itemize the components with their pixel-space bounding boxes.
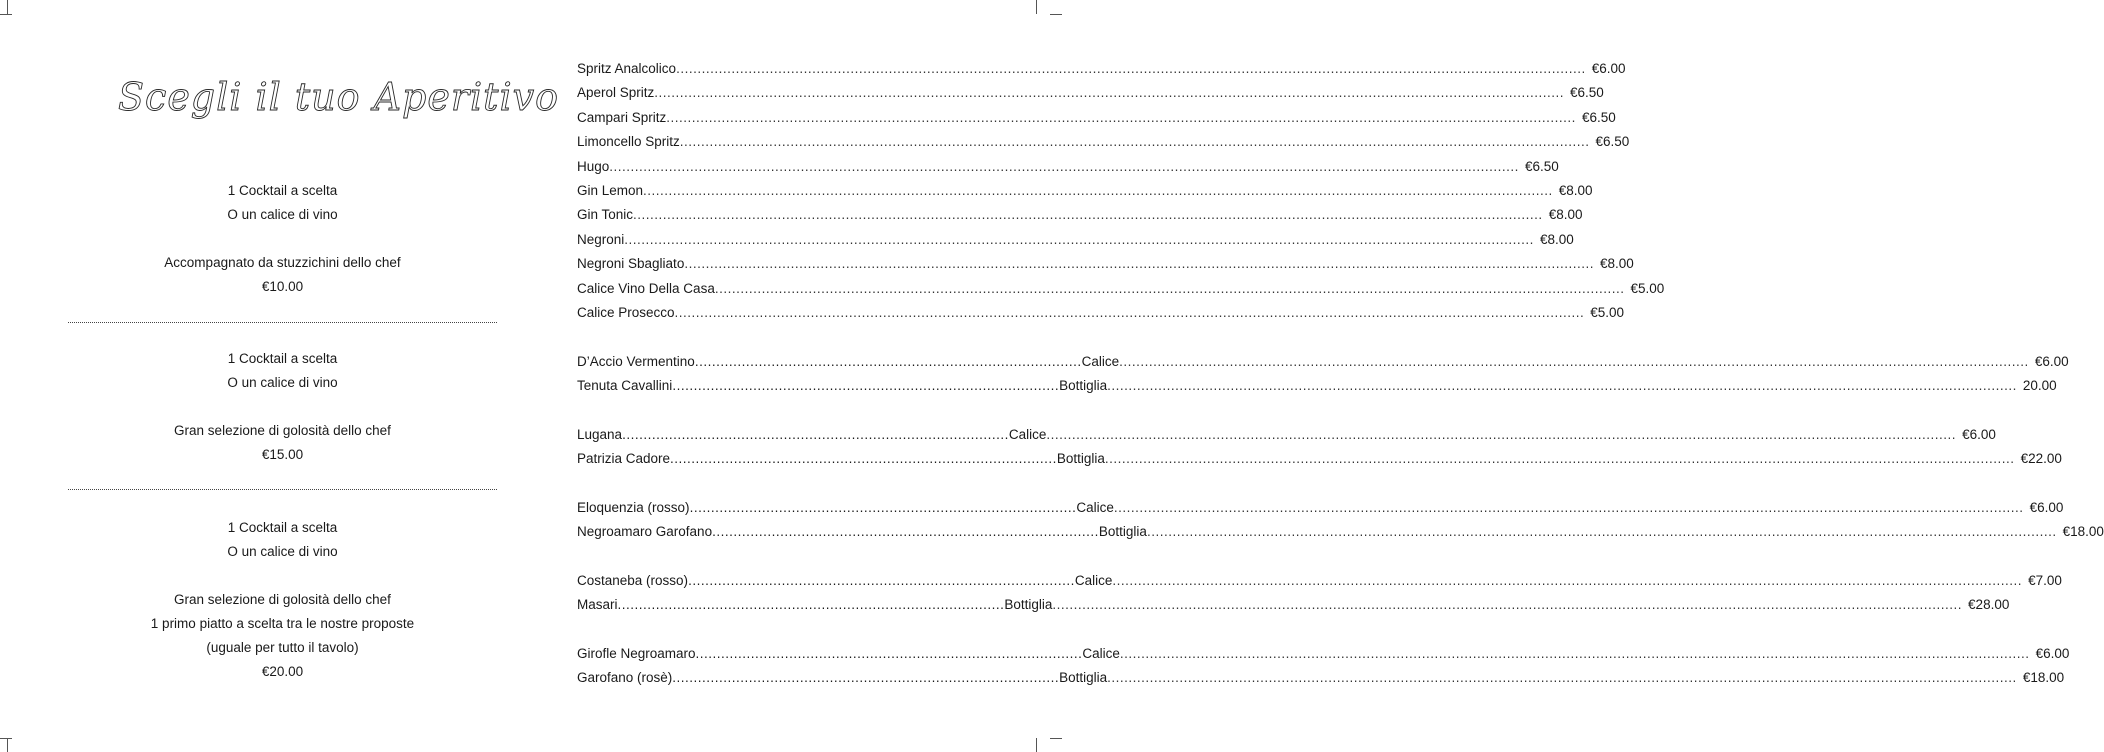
wine-name: Lugana [577, 427, 623, 442]
drink-row [577, 305, 1625, 321]
dot-leader [696, 646, 1083, 662]
crop-mark [1050, 738, 1062, 739]
offer-line: €15.00 [261, 447, 304, 462]
drink-price: €6.50 [1524, 159, 1559, 174]
drink-price: €6.50 [1595, 134, 1630, 149]
wine-name: Negroamaro Garofano [577, 524, 713, 539]
dot-leader [670, 451, 1057, 467]
offer-line: €10.00 [261, 279, 304, 294]
wine-name: Tenuta Cavallini [577, 378, 673, 393]
drink-price: €8.00 [1558, 183, 1593, 198]
crop-mark [0, 14, 12, 15]
wine-price: €6.00 [2029, 500, 2064, 515]
wine-name-cell [577, 451, 1057, 467]
dot-leader [688, 573, 1075, 589]
wine-name: Girofle Negroamaro [577, 646, 696, 661]
dot-leader [672, 670, 1059, 686]
drink-row [577, 281, 1665, 297]
wine-price: €6.00 [2034, 354, 2069, 369]
dot-leader [1107, 378, 2017, 394]
dot-leader [1119, 354, 2029, 370]
dot-leader [675, 305, 1585, 321]
wine-format: Bottiglia [1004, 597, 1053, 612]
dot-leader [1112, 573, 2022, 589]
drink-row [577, 256, 1634, 272]
offer-line: O un calice di vino [227, 375, 338, 390]
wine-format: Calice [1076, 500, 1114, 515]
drink-name: Calice Prosecco [577, 305, 675, 320]
wine-format: Bottiglia [1059, 670, 1108, 685]
drink-price: €8.00 [1539, 232, 1574, 247]
dot-leader [680, 134, 1590, 150]
drink-name: Hugo [577, 159, 610, 174]
offer-line: 1 Cocktail a scelta [227, 183, 338, 198]
crop-mark [1036, 738, 1037, 752]
dot-leader [712, 524, 1099, 540]
drink-price: €6.50 [1581, 110, 1616, 125]
wine-row [577, 451, 2062, 467]
dot-leader [622, 427, 1009, 443]
drink-name: Spritz Analcolico [577, 61, 677, 76]
wine-name-cell [577, 500, 1076, 516]
offer-line: 1 Cocktail a scelta [227, 520, 338, 535]
dot-leader [1105, 451, 2015, 467]
offer-line: O un calice di vino [227, 544, 338, 559]
dot-leader [1046, 427, 1956, 443]
dot-leader [609, 159, 1519, 175]
offer-line: Gran selezione di golosità dello chef [174, 592, 391, 607]
wine-row [577, 573, 2062, 589]
dot-leader [695, 354, 1082, 370]
offer-line: Accompagnato da stuzzichini dello chef [164, 255, 401, 270]
wine-name-cell [577, 597, 1004, 613]
wine-row [577, 597, 2010, 613]
offer-line: (uguale per tutto il tavolo) [206, 640, 359, 655]
wine-price: 20.00 [2022, 378, 2057, 393]
drink-row [577, 232, 1574, 248]
wine-name-cell [577, 378, 1059, 394]
offer-line: €20.00 [261, 664, 304, 679]
wine-name-cell [577, 573, 1075, 589]
wine-format: Calice [1074, 573, 1113, 588]
wine-name-cell [577, 646, 1082, 662]
wine-format: Calice [1008, 427, 1047, 442]
drink-price: €5.00 [1630, 281, 1665, 296]
dot-leader [672, 378, 1059, 394]
wine-name: Garofano (rosè) [577, 670, 673, 685]
wine-price: €22.00 [2020, 451, 2062, 466]
wine-format: Bottiglia [1059, 378, 1108, 393]
dot-leader [654, 85, 1564, 101]
dot-leader [690, 500, 1077, 516]
dot-leader [1114, 500, 2024, 516]
crop-mark [1036, 0, 1037, 14]
drink-name: Gin Lemon [577, 183, 644, 198]
dot-leader [633, 207, 1543, 223]
dot-leader [618, 597, 1005, 613]
drink-name: Aperol Spritz [577, 85, 655, 100]
drink-row [577, 159, 1559, 175]
wine-name-cell [577, 354, 1082, 370]
wine-format: Calice [1082, 646, 1120, 661]
dot-leader [1107, 670, 2017, 686]
drink-name: Campari Spritz [577, 110, 667, 125]
wine-price: €6.00 [2035, 646, 2070, 661]
wine-row [577, 524, 2104, 540]
wine-name: Costaneba (rosso) [577, 573, 689, 588]
drink-price: €5.00 [1590, 305, 1625, 320]
dot-leader [666, 110, 1576, 126]
drink-name: Negroni [577, 232, 625, 247]
wine-format: Bottiglia [1056, 451, 1105, 466]
dot-leader [624, 232, 1534, 248]
wine-name: D’Accio Vermentino [577, 354, 695, 369]
dot-leader [1147, 524, 2057, 540]
drink-price: €8.00 [1600, 256, 1634, 271]
drink-name: Gin Tonic [577, 207, 634, 222]
wine-row [577, 646, 2070, 662]
wine-name-cell [577, 670, 1059, 686]
drink-name: Negroni Sbagliato [577, 256, 685, 271]
wine-format: Calice [1081, 354, 1120, 369]
wine-name-cell [577, 524, 1099, 540]
wine-row [577, 670, 2065, 686]
section-separator [68, 322, 497, 323]
crop-mark [1050, 14, 1062, 15]
offer-line: O un calice di vino [227, 207, 338, 222]
drink-name: Limoncello Spritz [577, 134, 680, 149]
drink-row [577, 61, 1626, 77]
drink-row [577, 110, 1616, 126]
drink-price: €6.50 [1569, 85, 1604, 100]
drink-name: Calice Vino Della Casa [577, 281, 715, 296]
section-separator [68, 489, 497, 490]
wine-row [577, 500, 2064, 516]
wine-row [577, 427, 1996, 443]
wine-row [577, 354, 2069, 370]
dot-leader [715, 281, 1625, 297]
drink-price: €8.00 [1548, 207, 1583, 222]
wine-price: €7.00 [2028, 573, 2062, 588]
crop-mark [7, 0, 8, 14]
drink-row [577, 207, 1583, 223]
wine-format: Bottiglia [1098, 524, 1147, 539]
menu-title: Scegli il tuo Aperitivo [118, 75, 559, 119]
wine-name-cell [577, 427, 1009, 443]
wine-name: Masari [577, 597, 618, 612]
offer-line: Gran selezione di golosità dello chef [174, 423, 391, 438]
dot-leader [1120, 646, 2030, 662]
wine-price: €6.00 [1962, 427, 1996, 442]
wine-price: €28.00 [1968, 597, 2010, 612]
drink-price: €6.00 [1591, 61, 1626, 76]
wine-name: Eloquenzia (rosso) [577, 500, 690, 515]
offer-line: 1 primo piatto a scelta tra le nostre proposte [150, 616, 415, 631]
menu-title-script [112, 62, 559, 132]
dot-leader [1052, 597, 1962, 613]
drink-row [577, 183, 1593, 199]
crop-mark [7, 738, 8, 752]
drink-row [577, 134, 1630, 150]
dot-leader [676, 61, 1586, 77]
wine-price: €18.00 [2062, 524, 2104, 539]
dot-leader [643, 183, 1553, 199]
drink-row [577, 85, 1604, 101]
offer-line: 1 Cocktail a scelta [227, 351, 338, 366]
wine-price: €18.00 [2022, 670, 2065, 685]
wine-row [577, 378, 2057, 394]
crop-mark [0, 738, 12, 739]
dot-leader [684, 256, 1594, 272]
wine-name: Patrizia Cadore [577, 451, 671, 466]
